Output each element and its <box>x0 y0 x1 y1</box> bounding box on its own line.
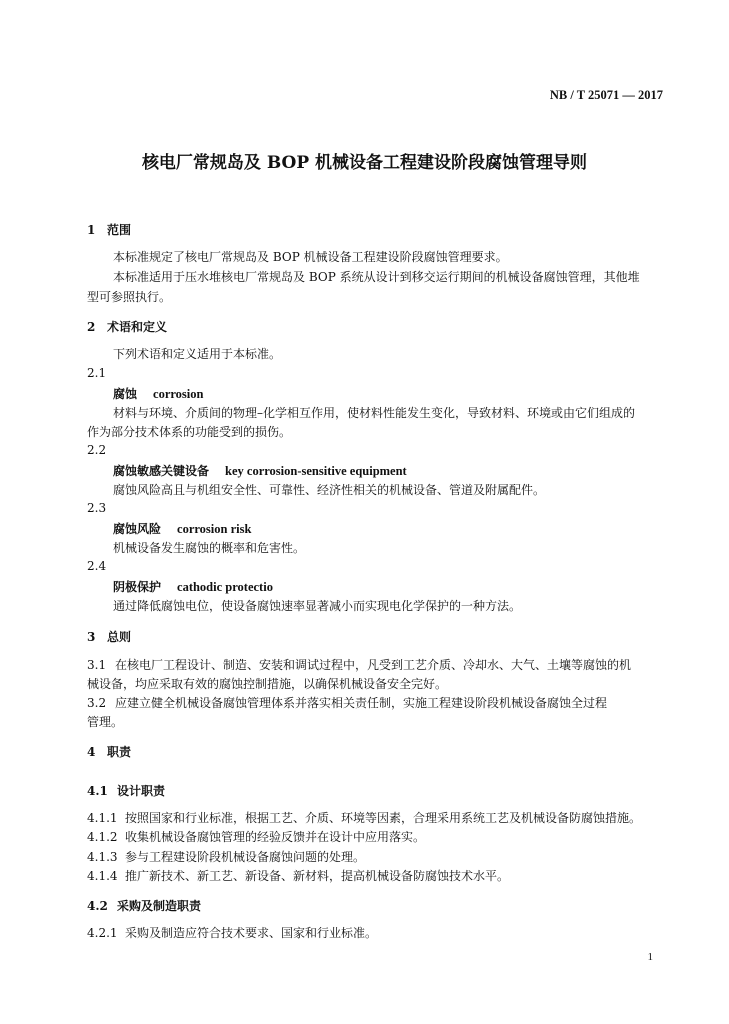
term-definition: 通过降低腐蚀电位，使设备腐蚀速率显著减小而实现电化学保护的一种方法。 <box>113 599 522 613</box>
term-heading <box>113 578 273 595</box>
subsection-title: 设计职责 <box>117 784 166 798</box>
term-en: cathodic protectio <box>177 580 273 594</box>
clause <box>87 867 509 884</box>
page-number: 1 <box>647 951 653 963</box>
subsection-number: 4.2 <box>87 899 108 913</box>
clause <box>87 694 607 711</box>
term-definition: 作为部分技术体系的功能受到的损伤。 <box>87 425 292 439</box>
clause <box>87 848 365 865</box>
clause-number: 4.1.3 <box>87 850 118 864</box>
clause-text: 按照国家和行业标准，根据工艺、介质、环境等因素，合理采用系统工艺及机械设备防腐蚀措施。 <box>125 811 642 825</box>
section-3-heading <box>87 628 131 645</box>
section-title: 范围 <box>107 223 132 237</box>
term-number: 2.4 <box>87 559 107 573</box>
term-heading <box>113 385 203 402</box>
clause-number: 4.1.2 <box>87 830 118 844</box>
section-title: 术语和定义 <box>107 320 168 334</box>
section-number: 4 <box>87 745 96 759</box>
clause-number: 3.1 <box>87 658 107 672</box>
paragraph: 下列术语和定义适用于本标准。 <box>113 347 282 361</box>
clause <box>87 924 377 941</box>
paragraph: 本标准规定了核电厂常规岛及 BOP 机械设备工程建设阶段腐蚀管理要求。 <box>113 250 508 264</box>
term-cn: 腐蚀风险 <box>113 522 162 536</box>
subsection-4-1-heading <box>87 782 165 799</box>
page-title: 核电厂常规岛及 BOP 机械设备工程建设阶段腐蚀管理导则 <box>141 153 588 173</box>
subsection-number: 4.1 <box>87 784 108 798</box>
term-en: key corrosion-sensitive equipment <box>225 464 407 478</box>
section-1-heading <box>87 221 131 238</box>
paragraph: 本标准适用于压水堆核电厂常规岛及 BOP 系统从设计到移交运行期间的机械设备腐蚀管理，其他堆 <box>113 270 640 284</box>
term-heading <box>113 520 251 537</box>
section-2-heading <box>87 318 167 335</box>
clause-text: 管理。 <box>87 715 124 729</box>
clause <box>87 828 425 845</box>
clause-text: 在核电厂工程设计、制造、安装和调试过程中，凡受到工艺介质、冷却水、大气、土壤等腐蚀的机 <box>115 658 632 672</box>
standard-number: NB / T 25071 — 2017 <box>549 88 663 102</box>
clause-number: 4.2.1 <box>87 926 118 940</box>
term-number: 2.2 <box>87 443 107 457</box>
term-en: corrosion risk <box>177 522 252 536</box>
section-number: 1 <box>87 223 96 237</box>
term-cn: 腐蚀 <box>113 387 138 401</box>
term-definition: 材料与环境、介质间的物理–化学相互作用，使材料性能发生变化，导致材料、环境或由它们组成的 <box>113 406 636 420</box>
term-heading <box>113 462 407 479</box>
clause <box>87 809 641 826</box>
clause-number: 4.1.4 <box>87 869 118 883</box>
section-number: 3 <box>87 630 96 644</box>
clause-text: 应建立健全机械设备腐蚀管理体系并落实相关责任制，实施工程建设阶段机械设备腐蚀全过程 <box>115 696 608 710</box>
term-number: 2.3 <box>87 501 107 515</box>
section-4-heading <box>87 743 131 760</box>
section-number: 2 <box>87 320 96 334</box>
term-number: 2.1 <box>87 366 107 380</box>
clause-text: 收集机械设备腐蚀管理的经验反馈并在设计中应用落实。 <box>125 830 426 844</box>
clause <box>87 656 631 673</box>
clause-number: 4.1.1 <box>87 811 118 825</box>
subsection-4-2-heading <box>87 897 201 914</box>
clause-text: 采购及制造应符合技术要求、国家和行业标准。 <box>125 926 378 940</box>
term-cn: 腐蚀敏感关键设备 <box>113 464 210 478</box>
term-definition: 机械设备发生腐蚀的概率和危害性。 <box>113 541 306 555</box>
term-definition: 腐蚀风险高且与机组安全性、可靠性、经济性相关的机械设备、管道及附属配件。 <box>113 483 546 497</box>
clause-number: 3.2 <box>87 696 107 710</box>
clause-text: 参与工程建设阶段机械设备腐蚀问题的处理。 <box>125 850 366 864</box>
section-title: 职责 <box>107 745 132 759</box>
term-cn: 阴极保护 <box>113 580 162 594</box>
term-en: corrosion <box>153 387 204 401</box>
clause-text: 械设备，均应采取有效的腐蚀控制措施，以确保机械设备安全完好。 <box>87 677 448 691</box>
paragraph: 型可参照执行。 <box>87 290 172 304</box>
section-title: 总则 <box>107 630 132 644</box>
subsection-title: 采购及制造职责 <box>117 899 202 913</box>
clause-text: 推广新技术、新工艺、新设备、新材料，提高机械设备防腐蚀技术水平。 <box>125 869 510 883</box>
